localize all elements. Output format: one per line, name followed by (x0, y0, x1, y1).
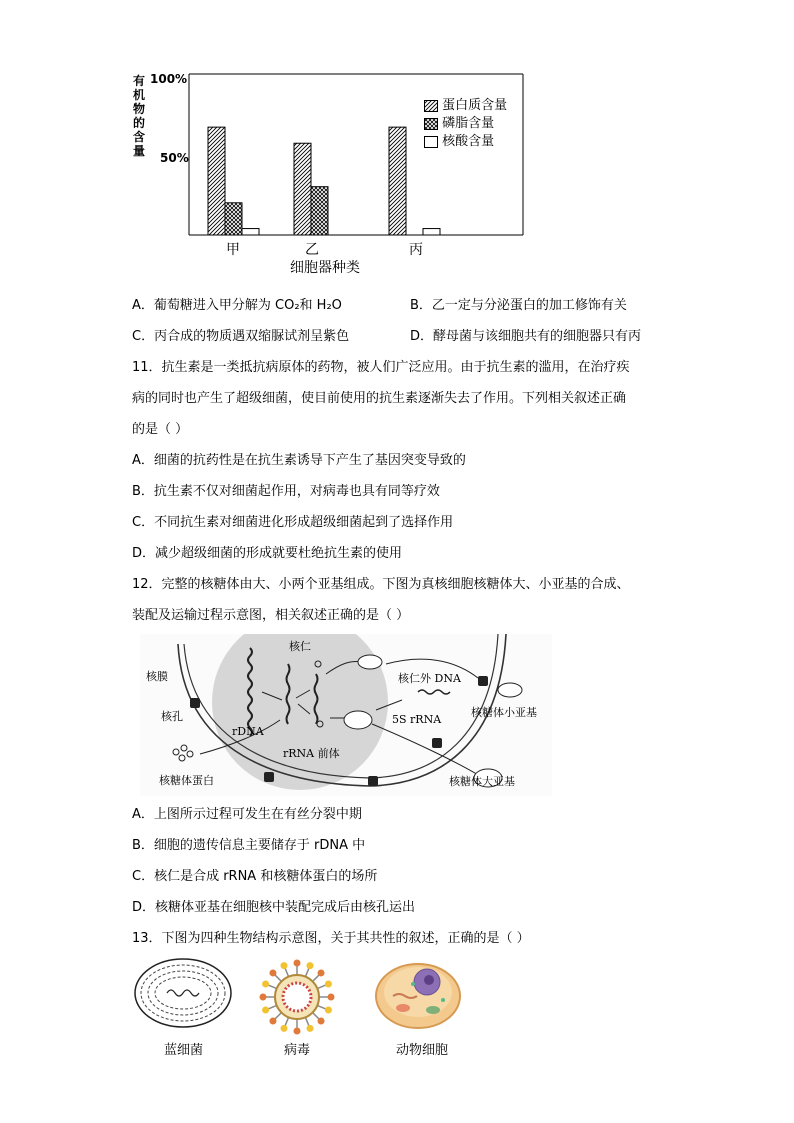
q12-option-d[interactable]: D．核糖体亚基在细胞核中装配完成后由核孔运出 (132, 900, 416, 915)
q11-option-a[interactable]: A．细菌的抗药性是在抗生素诱导下产生了基因突变导致的 (132, 453, 466, 468)
animal-cell-image (373, 956, 463, 1032)
x-tick-label: 乙 (305, 242, 319, 258)
caption-virus: 病毒 (284, 1043, 311, 1058)
q11-stem-line: 的是（ ） (132, 422, 189, 437)
q12-stem-line: 12．完整的核糖体由大、小两个亚基组成。下图为真核细胞核糖体大、小亚基的合成、 (132, 577, 630, 592)
q10-option-a[interactable]: A．葡萄糖进入甲分解为 CO₂和 H₂O (132, 298, 342, 313)
q13-stem-line: 13．下图为四种生物结构示意图，关于其共性的叙述，正确的是（ ） (132, 931, 530, 946)
x-tick-label: 甲 (226, 242, 240, 258)
q10-option-c[interactable]: C．丙合成的物质遇双缩脲试剂呈紫色 (132, 329, 350, 344)
bar-甲-0 (208, 127, 225, 235)
bar-乙-1 (311, 187, 328, 235)
q11-option-c[interactable]: C．不同抗生素对细菌进化形成超级细菌起到了选择作用 (132, 515, 454, 530)
cyanobacteria-image (133, 957, 233, 1029)
label-nuclear-envelope: 核膜 (146, 670, 168, 683)
legend-label: 核酸含量 (442, 134, 495, 149)
legend-nucleic (424, 130, 494, 149)
label-rdna: rDNA (232, 725, 264, 738)
label-nuclear-pore: 核孔 (161, 710, 183, 723)
q12-option-a[interactable]: A．上图所示过程可发生在有丝分裂中期 (132, 807, 362, 822)
label-5s-rrna: 5S rRNA (392, 713, 442, 726)
x-axis-label: 细胞器种类 (290, 260, 360, 276)
y-axis-label-char: 机 (133, 88, 146, 102)
label-ribosomal-protein: 核糖体蛋白 (159, 774, 214, 787)
bar-甲-2 (242, 229, 259, 235)
bar-乙-0 (294, 143, 311, 235)
q11-option-b[interactable]: B．抗生素不仅对细菌起作用，对病毒也具有同等疗效 (132, 484, 440, 499)
q12-option-c[interactable]: C．核仁是合成 rRNA 和核糖体蛋白的场所 (132, 869, 378, 884)
label-rrna-precursor: rRNA 前体 (283, 747, 340, 760)
q10-option-d[interactable]: D．酵母菌与该细胞共有的细胞器只有丙 (410, 329, 642, 344)
bar-丙-2 (423, 229, 440, 235)
legend-phospholipid (424, 112, 494, 131)
y-tick-50: 50% (160, 151, 189, 165)
q11-stem-line: 病的同时也产生了超级细菌，使目前使用的抗生素逐渐失去了作用。下列相关叙述正确 (132, 391, 627, 406)
label-outside-dna: 核仁外 DNA (398, 672, 461, 685)
x-tick-label: 丙 (409, 242, 423, 258)
legend-protein (424, 94, 507, 113)
q11-option-d[interactable]: D．减少超级细菌的形成就要杜绝抗生素的使用 (132, 546, 403, 561)
y-tick-100: 100% (150, 72, 188, 86)
bar-丙-0 (389, 127, 406, 235)
q11-stem-line: 11．抗生素是一类抵抗病原体的药物，被人们广泛应用。由于抗生素的滥用，在治疗疾 (132, 360, 630, 375)
bar-甲-1 (225, 203, 242, 235)
caption-cyanobacteria: 蓝细菌 (164, 1043, 204, 1058)
q12-option-b[interactable]: B．细胞的遗传信息主要储存于 rDNA 中 (132, 838, 366, 853)
virus-image (255, 957, 339, 1037)
legend-label: 磷脂含量 (442, 116, 495, 131)
label-small-subunit: 核糖体小亚基 (471, 706, 537, 719)
caption-animal-cell: 动物细胞 (396, 1043, 449, 1058)
y-axis-label-char: 量 (133, 144, 146, 158)
bar-chart (0, 0, 794, 300)
y-axis-label-char: 含 (133, 130, 146, 144)
legend-label: 蛋白质含量 (442, 98, 508, 113)
y-axis-label-char: 有 (133, 74, 146, 88)
y-axis-label-char: 物 (133, 102, 146, 116)
q12-stem-line: 装配及运输过程示意图，相关叙述正确的是（ ） (132, 608, 410, 623)
label-large-subunit: 核糖体大亚基 (449, 775, 515, 788)
y-axis-label-char: 的 (133, 116, 146, 130)
label-nucleolus: 核仁 (289, 640, 311, 653)
q10-option-b[interactable]: B．乙一定与分泌蛋白的加工修饰有关 (410, 298, 627, 313)
